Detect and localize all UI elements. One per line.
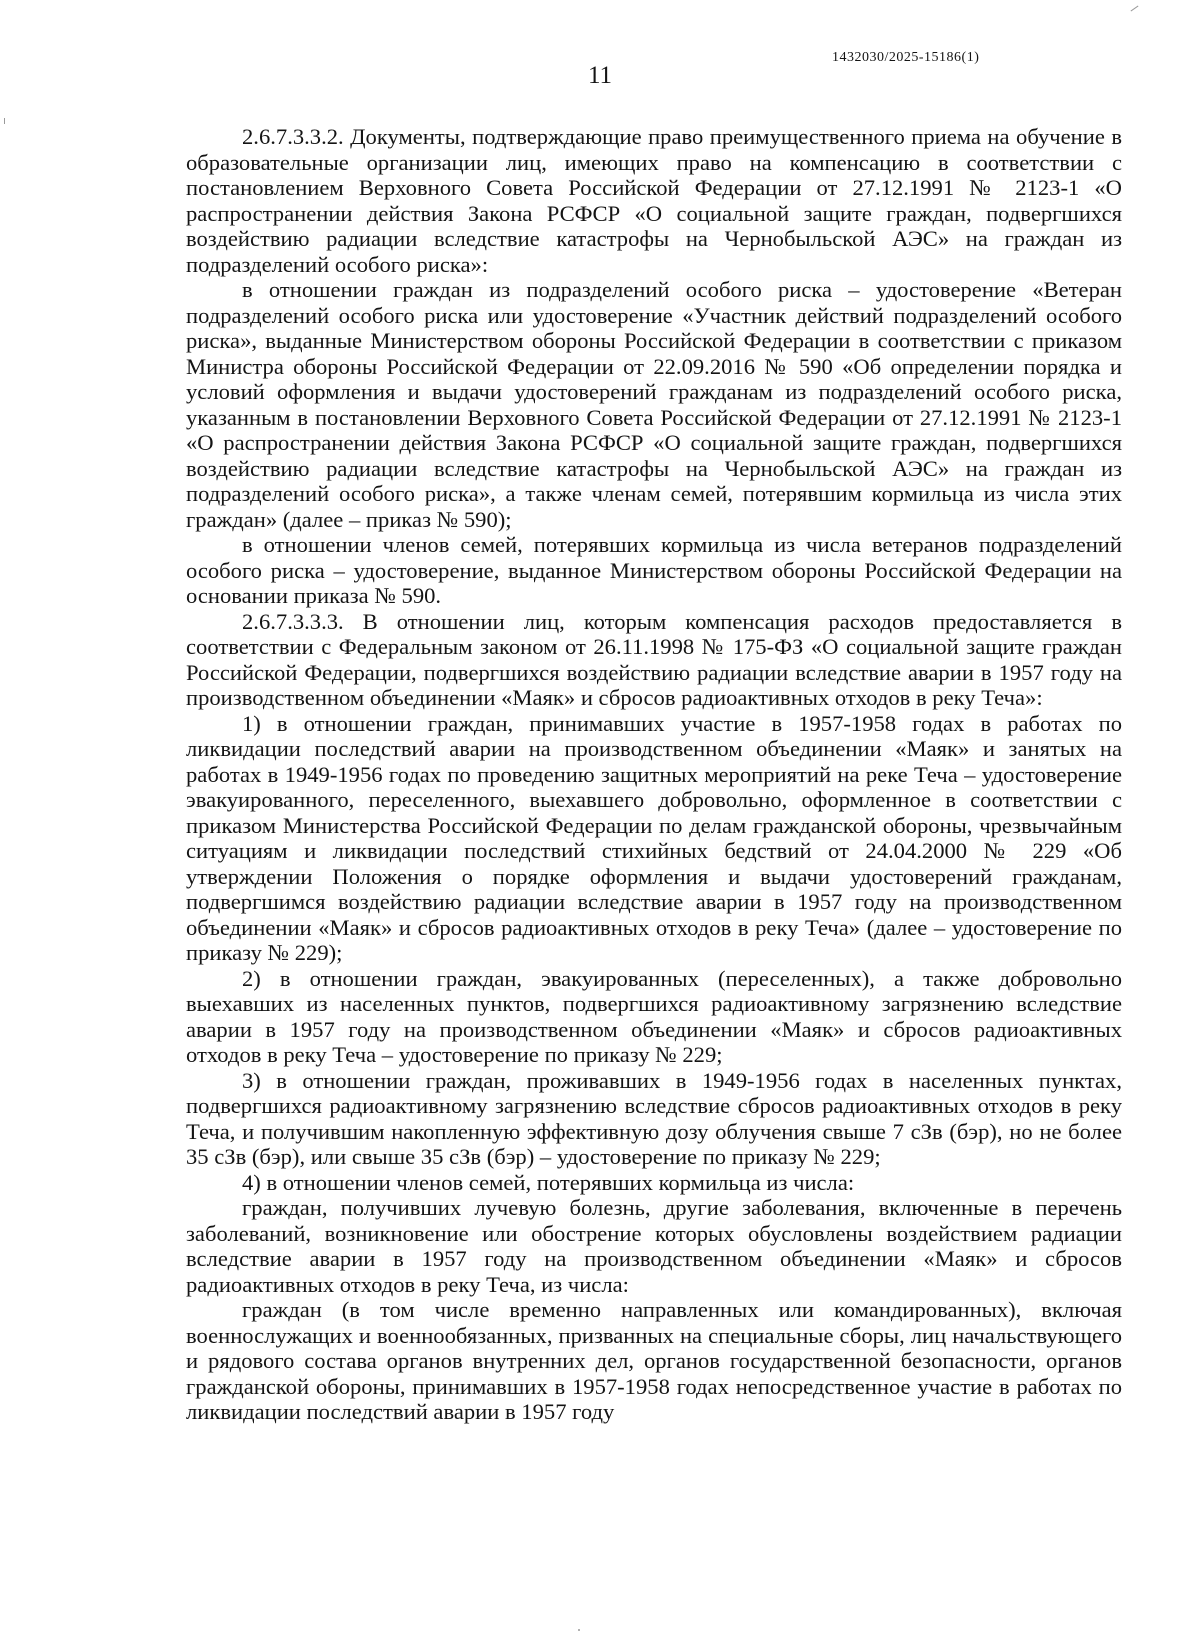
paragraph-2-6-7-3-3-3: 2.6.7.3.3.3. В отношении лиц, которым компенсация расходов предоставляется в соответствии с Федеральным законом от 26.11.1998 № 175-ФЗ «О социальной защите граждан Российской Федерации, подвергшихся воздействию радиации вследствие аварии в 1957 году на производственном объединении «Маяк» и сбросов радиоактивных отходов в реку Теча»: [186, 608, 1122, 710]
paragraph-special-risk-units: в отношении граждан из подразделений особого риска – удостоверение «Ветеран подразделений особого риска или удостоверение «Участник действий подразделений особого риска», выданные Министерством обороны Российской Федерации в соответствии с приказом Министра обороны Российской Федерации от 22.09.2016 № 590 «Об определении порядка и условий оформления и выдачи удостоверений гражданам из подразделений особого риска, указанным в постановлении Верховного Совета Российской Федерации от 27.12.1991 № 2123-1 «О распространении действия Закона РСФСР «О социальной защите граждан, подвергшихся воздействию радиации вследствие катастрофы на Чернобыльской АЭС» на граждан из подразделений особого риска», а также членам семей, потерявшим кормильца из числа этих граждан» (далее – приказ № 590); [186, 277, 1122, 532]
document-id: 1432030/2025-15186(1) [832, 50, 980, 65]
scan-mark [578, 1629, 580, 1631]
list-item-4: 4) в отношении членов семей, потерявших кормильца из числа: [242, 1169, 855, 1195]
scan-mark [4, 118, 5, 124]
paragraph-radiation-illness: граждан, получивших лучевую болезнь, другие заболевания, включенные в перечень заболеваний, возникновение или обострение которых обусловлены воздействием радиации вследствие аварии в 1957 году на производственном объединении «Маяк» и сбросов радиоактивных отходов в реку Теча, из числа: [186, 1195, 1122, 1297]
list-item-3: 3) в отношении граждан, проживавших в 1949-1956 годах в населенных пунктах, подвергшихся радиоактивному загрязнению вследствие сбросов радиоактивных отходов в реку Теча, и получившим накопленную эффективную дозу облучения свыше 7 сЗв (бэр), но не более 35 сЗв (бэр), или свыше 35 сЗв (бэр) – удостоверение по приказу № 229; [186, 1067, 1122, 1169]
list-item-2: 2) в отношении граждан, эвакуированных (переселенных), а также добровольно выехавших из населенных пунктов, подвергшихся радиоактивному загрязнению вследствие аварии в 1957 году на производственном объединении «Маяк» и сбросов радиоактивных отходов в реку Теча – удостоверение по приказу № 229; [186, 965, 1122, 1067]
paragraph-2-6-7-3-3-2: 2.6.7.3.3.2. Документы, подтверждающие право преимущественного приема на обучение в образовательные организации лиц, имеющих право на компенсацию в соответствии с постановлением Верховного Совета Российской Федерации от 27.12.1991 № 2123-1 «О распространении действия Закона РСФСР «О социальной защите граждан, подвергшихся воздействию радиации вследствие катастрофы на Чернобыльской АЭС» на граждан из подразделений особого риска»: [186, 124, 1122, 277]
paragraph-family-members-veterans: в отношении членов семей, потерявших кормильца из числа ветеранов подразделений особого риска – удостоверение, выданное Министерством обороны Российской Федерации на основании приказа № 590. [186, 532, 1122, 608]
list-item-1: 1) в отношении граждан, принимавших участие в 1957-1958 годах в работах по ликвидации последствий аварии на производственном объединении «Маяк» и занятых на работах в 1949-1956 годах по проведению защитных мероприятий на реке Теча – удостоверение эвакуированного, переселенного, выехавшего добровольно, оформленное в соответствии с приказом Министерства Российской Федерации по делам гражданской обороны, чрезвычайным ситуациям и ликвидации последствий стихийных бедствий от 24.04.2000 № 229 «Об утверждении Положения о порядке оформления и выдачи удостоверений гражданам, подвергшимся воздействию радиации вследствие аварии в 1957 году на производственном объединении «Маяк» и сбросов радиоактивных отходов в реку Теча» (далее – удостоверение по приказу № 229); [186, 710, 1122, 965]
page-number: 11 [587, 62, 613, 89]
scan-mark [1131, 6, 1139, 12]
paragraph-liquidation-participants: граждан (в том числе временно направленных или командированных), включая военнослужащих и военнообязанных, призванных на специальные сборы, лиц начальствующего и рядового состава органов внутренних дел, органов государственной безопасности, органов гражданской обороны, принимавших в 1957-1958 годах непосредственное участие в работах по ликвидации последствий аварии в 1957 году [186, 1297, 1122, 1424]
document-body [186, 124, 1122, 1425]
